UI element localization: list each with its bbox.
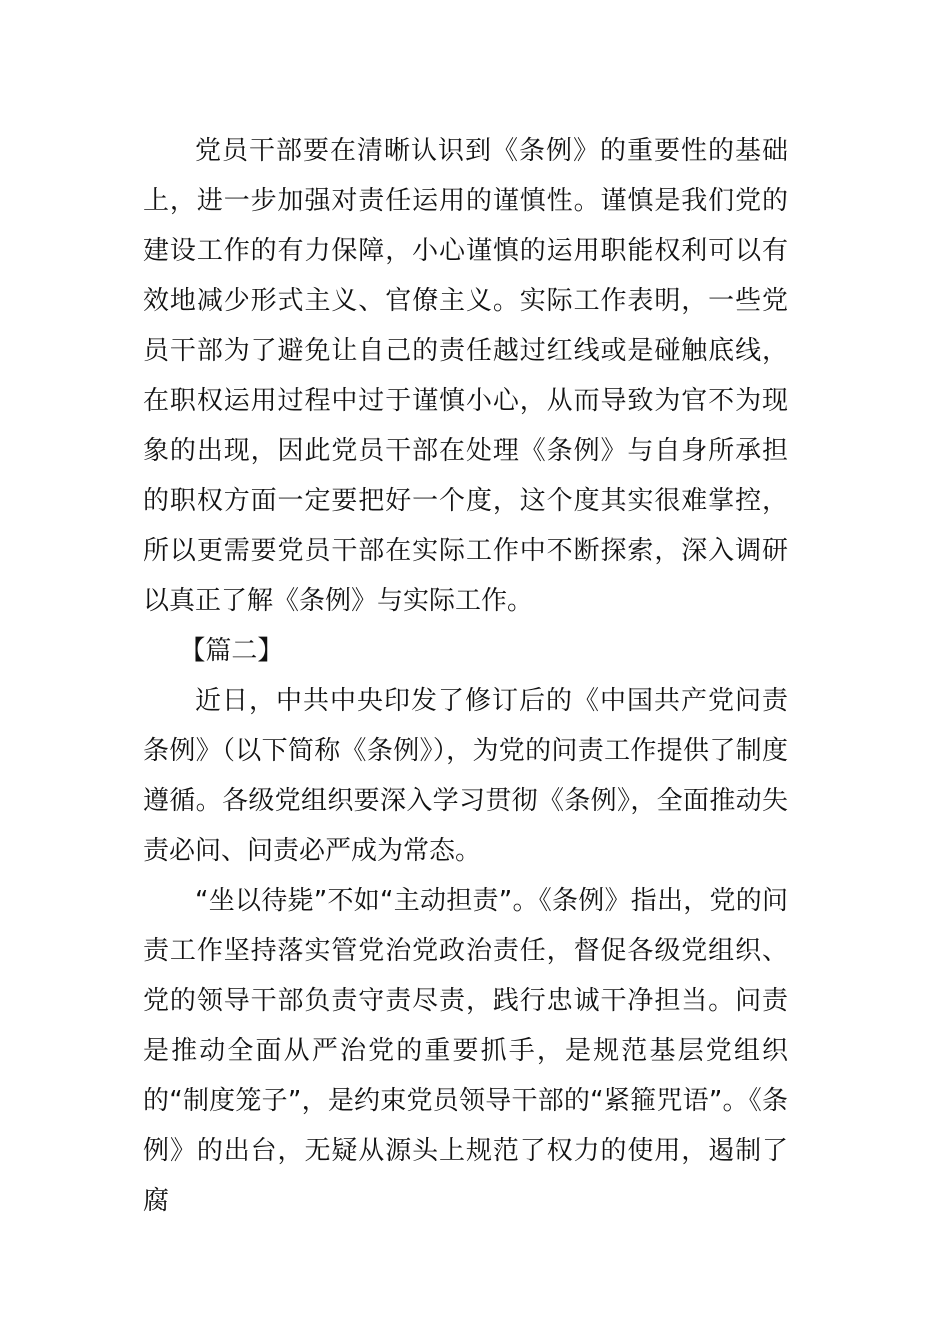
paragraph-take-responsibility: “坐以待毙”不如“主动担责”。《条例》指出，党的问责工作坚持落实管党治党政治责任，督促各级党组织、党的领导干部负责守责尽责，践行忠诚干净担当。问责是推动全面从严治党的重要抓手，是规范基层党组织的“制度笼子”，是约束党员领导干部的“紧箍咒语”。《条例》的出台，无疑从源头上规范了权力的使用，遏制了腐 xyxy=(143,886,788,1216)
paragraph-responsibility-caution: 党员干部要在清晰认识到《条例》的重要性的基础上，进一步加强对责任运用的谨慎性。谨慎是我们党的建设工作的有力保障，小心谨慎的运用职能权利可以有效地减少形式主义、官僚主义。实际工作表明，一些党员干部为了避免让自己的责任越过红线或是碰触底线，在职权运用过程中过于谨慎小心，从而导致为官不为现象的出现，因此党员干部在处理《条例》与自身所承担的职权方面一定要把好一个度，这个度其实很难掌控，所以更需要党员干部在实际工作中不断探索，深入调研以真正了解《条例》与实际工作。 xyxy=(143,136,788,616)
paragraph-accountability-regulation: 近日，中共中央印发了修订后的《中国共产党问责条例》（以下简称《条例》），为党的问责工作提供了制度遵循。各级党组织要深入学习贯彻《条例》，全面推动失责必问、问责必严成为常态。 xyxy=(143,686,788,866)
document-body xyxy=(143,126,788,1226)
section-heading-part-two: 【篇二】 xyxy=(179,636,284,666)
